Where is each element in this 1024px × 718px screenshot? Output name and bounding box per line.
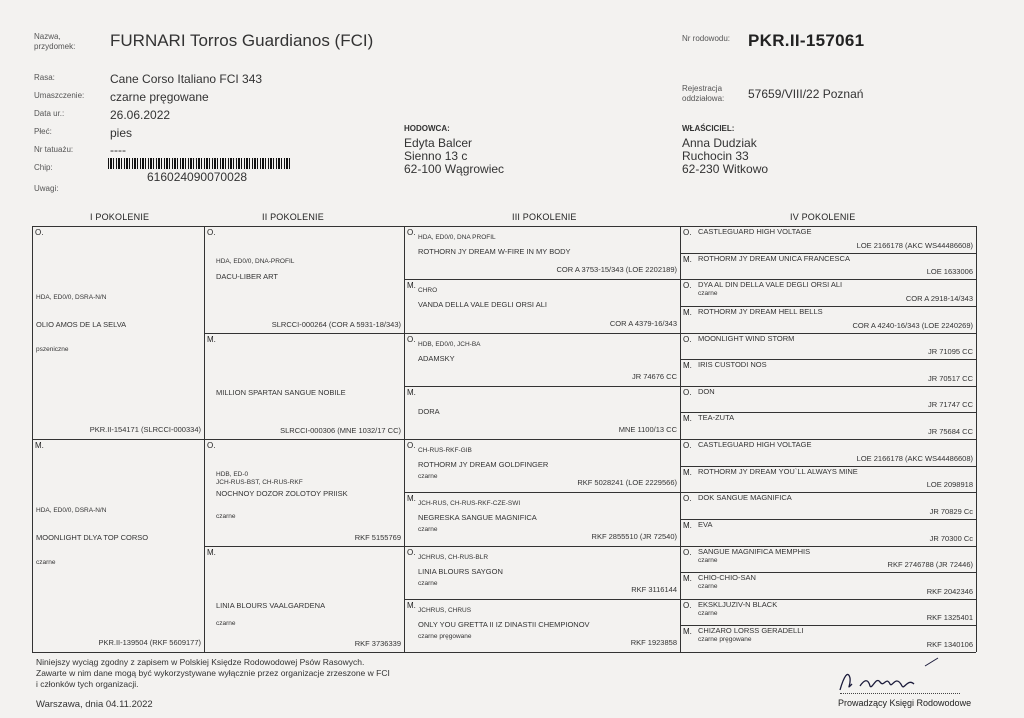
ancestor-name: IRIS CUSTODI NOS [698,360,767,370]
ancestor-name: ADAMSKY [418,353,455,363]
ancestor-reg r: COR A 4379-16/343 [609,318,677,328]
ancestor-name: TEA-ZUTA [698,413,735,423]
ancestor-reg r: COR A 3753-15/343 (LOE 2202189) [556,265,677,275]
ancestor-titles: CH-RUS-RKF-GIB [418,447,472,454]
ancestor-name: MOONLIGHT DLYA TOP CORSO [36,533,149,542]
ancestor-reg r: RKF 2855510 (JR 72540) [591,531,677,541]
ancestor-reg r: JR 70300 Cc [929,533,973,543]
ancestor-color: czarne [36,559,56,566]
ancestor-name: ROTHORM JY DREAM GOLDFINGER [418,460,549,469]
sex-mark: O. [683,281,692,291]
sex-mark: M. [35,441,44,450]
sex-mark: M. [407,387,416,397]
ancestor-color: czarne [216,513,236,520]
ancestor-reg r: JR 70829 Cc [929,506,973,516]
sex-mark: O. [683,441,692,450]
sex-mark: O. [207,228,216,237]
table-border-top [32,226,976,227]
ancestor-titles: JCH-RUS, CH-RUS-RKF-CZE-SWI [418,500,521,508]
dept-reg-value: 57659/VIII/22 Poznań [748,87,864,101]
ancestor-color: czarne [418,579,438,587]
ancestor-color: czarne [698,290,718,298]
cell-divider [404,492,680,493]
owner-addr1: Ruchocin 33 [682,149,749,163]
sex-value: pies [110,126,133,140]
cell-divider [404,386,680,387]
sex-label: Płeć: [34,127,52,136]
ancestor-name: DYA AL DIN DELLA VALE DEGLI ORSI ALI [698,280,843,290]
owner-addr2: 62-230 Witkowo [682,162,769,176]
sex-mark: M. [207,334,216,344]
ancestor-reg r: LOE 2098918 [926,480,973,490]
ancestor-color: czarne pręgowane [418,632,472,640]
sex-mark: O. [683,547,692,557]
gen1-header: I POKOLENIE [90,212,150,222]
sex-mark: M. [683,467,692,477]
cell-divider [204,439,404,440]
sex-mark: O. [683,600,692,610]
ancestor-titles: CHRO [418,287,438,295]
color-label: Umaszczenie: [34,91,85,100]
owner-label: WŁAŚCICIEL: [682,124,735,133]
reg-number: PKR.II-157061 [748,31,865,50]
table-border-bottom [32,652,976,653]
sex-mark: M. [207,547,216,557]
sex-mark: M. [407,281,416,291]
cell-divider [204,546,404,547]
sex-mark: O. [683,228,692,237]
place-date: Warszawa, dnia 04.11.2022 [36,699,153,710]
ancestor-reg r: MNE 1100/13 CC [618,425,677,434]
ancestor-name: LINIA BLOURS VAALGARDENA [216,600,326,610]
cell-divider [32,439,204,440]
ancestor-reg r: JR 70517 CC [927,373,973,383]
ancestor-name: NEGRESKA SANGUE MAGNIFICA [418,513,537,523]
breeder-name: Edyta Balcer [404,136,473,150]
ancestor-reg r: RKF 3116144 [631,584,677,594]
sex-mark: M. [683,361,692,371]
ancestor-titles: HDB, ED-0 [216,471,249,478]
footer-line3: i członków tych organizacji. [36,679,139,689]
signature [830,656,950,696]
ancestor-name: ROTHORM JY DREAM UNICA FRANCESCA [698,253,850,263]
sex-mark: O. [407,547,416,557]
ancestor-name: VANDA DELLA VALE DEGLI ORSI ALI [418,300,547,310]
name-label: Nazwa, [34,32,61,41]
ancestor-color: czarne [418,526,438,534]
sex-mark: O. [683,334,692,344]
table-border-right [976,226,977,652]
ancestor-reg r: RKF 2042346 [926,586,973,596]
ancestor-reg r: RKF 5028241 (LOE 2229566) [577,478,677,488]
ancestor-name: MILLION SPARTAN SANGUE NOBILE [216,387,346,397]
notes-label: Uwagi: [34,184,59,193]
ancestor-titles: HDB, ED0/0, JCH-BA [418,340,481,348]
ancestor-reg r: SLRCCI-000264 (COR A 5931-18/343) [271,319,401,329]
ancestor-name: OLIO AMOS DE LA SELVA [36,320,127,329]
dob-label: Data ur.: [34,109,65,118]
chip-value: 616024090070028 [147,170,248,184]
ancestor-reg r: LOE 2166178 (AKC WS44486608) [856,453,973,463]
cell-divider [404,279,680,280]
breed-label: Rasa: [34,73,55,82]
sex-mark: O. [35,228,44,237]
dept-reg-label-2: oddziałowa: [682,94,725,103]
ancestor-reg r: JR 71747 CC [927,400,973,410]
ancestor-titles: JCHRUS, CHRUS [418,606,472,614]
ancestor-reg r: SLRCCI-000306 (MNE 1032/17 CC) [280,426,401,435]
cell-divider [680,519,976,520]
sex-mark: M. [407,494,416,504]
sex-mark: M. [683,574,692,584]
tattoo-label: Nr tatuażu: [34,145,74,154]
cell-divider [680,386,976,387]
ancestor-reg r: JR 74676 CC [631,371,677,381]
ancestor-reg r: RKF 1923858 [630,638,677,647]
ancestor-color: czarne [418,473,438,480]
ancestor-color: czarne [698,583,718,591]
ancestor-titles: HDA, ED0/0, DSRA-N/N [36,507,107,514]
ancestor-name: EKSKLJUZIV-N BLACK [698,599,778,609]
tattoo-value: ---- [110,143,126,157]
dept-reg-label: Rejestracja [682,84,723,93]
cell-divider [404,546,680,547]
ancestor-titles: HDA, ED0/0, DSRA-N/N [36,294,107,301]
ancestor-name: CHIO-CHIO-SAN [698,573,756,583]
sex-mark: O. [407,334,416,344]
ancestor-titles: HDA, ED0/0, DNA PROFIL [418,234,496,241]
ancestor-color: czarne [698,556,718,564]
ancestor-reg r: RKF 3736339 [354,639,401,648]
ancestor-reg r: PKR.II-154171 (SLRCCI-000334) [89,425,201,434]
breeder-addr1: Sienno 13 c [404,149,468,163]
sex-mark: O. [407,441,416,450]
gen4-header: IV POKOLENIE [790,212,856,222]
ancestor-reg r: LOE 1633006 [926,267,973,277]
ancestor-name: EVA [698,519,713,529]
cell-divider [204,333,404,334]
ancestor-color: pszeniczne [36,346,69,353]
ancestor-titles: JCHRUS, CH-RUS-BLR [418,553,489,561]
sex-mark: M. [683,307,692,317]
ancestor-name: NOCHNOY DOZOR ZOLOTOY PRIISK [216,489,348,498]
sex-mark: O. [407,228,416,237]
owner-name: Anna Dudziak [682,136,757,150]
ancestor-titles: JCH-RUS-BST, CH-RUS-RKF [216,479,303,486]
ancestor-name: DACU-LIBER ART [216,272,278,281]
ancestor-reg r: JR 75684 CC [927,427,973,436]
footer-line1: Niniejszy wyciąg zgodny z zapisem w Polskiej Księdze Rodowodowej Psów Rasowych. [36,657,365,667]
sex-mark: M. [407,600,416,610]
ancestor-name: DON [698,386,715,396]
sex-mark: M. [683,254,692,264]
ancestor-name: MOONLIGHT WIND STORM [698,333,795,343]
ancestor-name: DOK SANGUE MAGNIFICA [698,493,792,503]
ancestor-reg r: RKF 5155769 [354,532,401,542]
ancestor-reg r: COR A 2918-14/343 [905,293,973,303]
ancestor-name: LINIA BLOURS SAYGON [418,566,503,576]
sex-mark: M. [683,414,692,424]
cell-divider [404,599,680,600]
color-value: czarne pręgowane [110,90,209,104]
ancestor-reg r: COR A 4240-16/343 (LOE 2240269) [852,320,973,330]
ancestor-name: ONLY YOU GRETTA II IZ DINASTII CHEMPIONOV [418,619,590,629]
chip-label: Chip: [34,163,53,172]
ancestor-name: ROTHORN JY DREAM W-FIRE IN MY BODY [418,247,571,256]
cell-divider [404,333,680,334]
reg-label: Nr rodowodu: [682,34,731,43]
ancestor-name: ROTHORM JY DREAM HELL BELLS [698,306,823,316]
gen2-header: II POKOLENIE [262,212,324,222]
sex-mark: M. [683,520,692,530]
dob-value: 26.06.2022 [110,108,171,122]
gen3-header: III POKOLENIE [512,212,577,222]
name-label-2: przydomek: [34,42,76,51]
breeder-addr2: 62-100 Wągrowiec [404,162,505,176]
dog-name: FURNARI Torros Guardianos (FCI) [110,31,374,50]
ancestor-color: czarne [698,609,718,617]
ancestor-reg r: RKF 1340106 [926,640,973,649]
sex-mark: M. [683,627,692,637]
ancestor-reg r: LOE 2166178 (AKC WS44486608) [856,240,973,250]
ancestor-titles: HDA, ED0/0, DNA-PROFIL [216,258,295,265]
pedigree-table [32,226,976,652]
ancestor-color: czarne [216,619,236,627]
ancestor-color: czarne pręgowane [698,636,752,644]
sex-mark: O. [207,441,216,450]
ancestor-name: SANGUE MAGNIFICA MEMPHIS [698,546,811,556]
ancestor-name: CASTLEGUARD HIGH VOLTAGE [698,227,812,236]
sex-mark: O. [683,387,692,397]
footer-line2: Zawarte w nim dane mogą być wykorzystywane wyłącznie przez organizacje zrzeszone w FCI [36,668,390,678]
ancestor-name: CASTLEGUARD HIGH VOLTAGE [698,440,812,449]
ancestor-reg r: JR 71095 CC [927,347,973,357]
sex-mark: O. [683,494,692,504]
breeder-label: HODOWCA: [404,124,450,133]
ancestor-reg r: PKR.II-139504 (RKF 5609177) [98,638,201,647]
ancestor-name: CHIZARO LORSS GERADELLI [698,626,804,636]
chip-barcode [108,158,291,169]
signature-role: Prowadzący Księgi Rodowodowe [838,698,972,708]
ancestor-name: DORA [418,406,440,416]
ancestor-reg r: RKF 1325401 [926,613,973,623]
signature-line [840,693,960,694]
cell-divider [404,439,680,440]
breed-value: Cane Corso Italiano FCI 343 [110,72,263,86]
ancestor-name: ROTHORM JY DREAM YOU`LL ALWAYS MINE [698,466,858,476]
ancestor-reg r: RKF 2746788 (JR 72446) [887,560,973,570]
